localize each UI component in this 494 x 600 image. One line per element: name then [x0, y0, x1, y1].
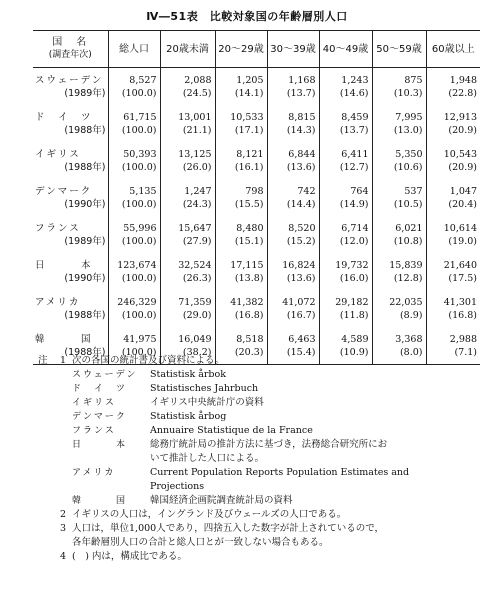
note-number: 2	[60, 509, 67, 520]
survey-year: (1988年)	[64, 309, 106, 321]
population-value: 8,121	[236, 148, 264, 160]
percent-value: (100.0)	[121, 198, 157, 210]
value-cell	[426, 105, 480, 142]
country-name: イギリス	[35, 148, 81, 160]
population-value: 12,913	[443, 111, 477, 123]
source-country: ド イ ツ	[72, 384, 128, 394]
population-value: 10,533	[230, 111, 264, 123]
percent-value: (17.5)	[448, 272, 477, 284]
percent-value: (13.6)	[286, 161, 316, 173]
population-value: 1,243	[341, 74, 369, 86]
population-value: 1,247	[184, 185, 212, 197]
note-4	[38, 550, 484, 564]
percent-value: (13.7)	[339, 124, 369, 136]
percent-value: (29.0)	[182, 309, 212, 321]
value-cell	[267, 290, 319, 327]
percent-value: (17.1)	[234, 124, 264, 136]
source-text: イギリス中央統計庁の資料	[150, 397, 264, 408]
population-value: 10,543	[443, 148, 477, 160]
header-col: 30～39歳	[267, 31, 319, 68]
percent-value: (100.0)	[121, 309, 157, 321]
population-value: 6,021	[395, 222, 423, 234]
population-value: 15,647	[178, 222, 212, 234]
header-country-label: 国 名	[52, 37, 89, 48]
value-cell	[108, 253, 160, 290]
source-text: いて推計した人口による。	[150, 453, 265, 464]
value-cell	[160, 105, 215, 142]
population-table	[33, 30, 480, 365]
country-name: スウェーデン	[35, 74, 104, 86]
population-value: 16,824	[282, 259, 316, 271]
value-cell	[215, 290, 267, 327]
value-cell	[160, 216, 215, 253]
value-cell	[319, 216, 372, 253]
note-3	[38, 522, 484, 536]
percent-value: (20.3)	[234, 346, 264, 358]
percent-value: (15.4)	[286, 346, 316, 358]
population-value: 798	[245, 185, 264, 197]
value-cell	[160, 179, 215, 216]
note-text: 次の各国の統計書及び資料による。	[72, 355, 225, 366]
header-col: 総人口	[108, 31, 160, 68]
note-number: 4	[60, 551, 67, 562]
value-cell	[215, 179, 267, 216]
population-value: 8,527	[129, 74, 157, 86]
source-text: Current Population Reports Population Estimates and	[150, 467, 410, 478]
percent-value: (38.2)	[182, 346, 212, 358]
value-cell	[426, 216, 480, 253]
country-name: フランス	[35, 222, 81, 234]
percent-value: (12.8)	[393, 272, 423, 284]
population-value: 19,732	[335, 259, 369, 271]
percent-value: (22.8)	[448, 87, 477, 99]
value-cell	[215, 253, 267, 290]
value-cell	[319, 68, 372, 106]
population-value: 22,035	[389, 296, 423, 308]
value-cell	[426, 290, 480, 327]
header-year-label: (調査年次)	[48, 50, 92, 60]
source-country: 日 本	[72, 440, 128, 450]
source-item	[38, 466, 484, 480]
percent-value: (10.8)	[393, 235, 423, 247]
population-value: 6,844	[288, 148, 316, 160]
header-col: 20歳未満	[160, 31, 215, 68]
value-cell	[426, 142, 480, 179]
percent-value: (7.1)	[454, 346, 477, 358]
population-value: 6,714	[341, 222, 369, 234]
population-value: 875	[404, 74, 423, 86]
value-cell	[267, 216, 319, 253]
note-number: 3	[60, 523, 67, 534]
percent-value: (100.0)	[121, 346, 157, 358]
country-name: ド イ ツ	[35, 111, 93, 123]
survey-year: (1988年)	[64, 124, 106, 136]
value-cell	[372, 68, 426, 106]
population-value: 1,047	[449, 185, 477, 197]
source-item	[38, 382, 484, 396]
value-cell	[267, 142, 319, 179]
percent-value: (8.0)	[399, 346, 423, 358]
value-cell	[215, 105, 267, 142]
population-value: 6,463	[288, 333, 316, 345]
note-text: 各年齢層別人口の合計と総人口とが一致しない場合もある。	[72, 537, 329, 548]
population-value: 8,459	[341, 111, 369, 123]
value-cell	[267, 253, 319, 290]
survey-year: (1988年)	[64, 346, 106, 358]
value-cell	[160, 142, 215, 179]
country-cell	[33, 290, 108, 327]
population-value: 742	[297, 185, 316, 197]
header-col: 50～59歳	[372, 31, 426, 68]
percent-value: (14.3)	[286, 124, 316, 136]
population-value: 7,995	[395, 111, 423, 123]
percent-value: (14.4)	[286, 198, 316, 210]
value-cell	[160, 290, 215, 327]
table-row	[33, 216, 480, 253]
note-2	[38, 508, 484, 522]
source-item	[38, 424, 484, 438]
country-name: デンマーク	[35, 185, 93, 197]
population-value: 29,182	[335, 296, 369, 308]
percent-value: (12.7)	[339, 161, 369, 173]
population-value: 41,382	[230, 296, 264, 308]
country-cell	[33, 105, 108, 142]
population-value: 32,524	[178, 259, 212, 271]
country-cell	[33, 253, 108, 290]
source-item	[38, 396, 484, 410]
source-country: アメリカ	[72, 468, 116, 478]
percent-value: (8.9)	[399, 309, 423, 321]
source-item	[38, 494, 484, 508]
population-value: 2,088	[184, 74, 212, 86]
population-value: 61,715	[123, 111, 157, 123]
population-value: 246,329	[117, 296, 157, 308]
value-cell	[108, 105, 160, 142]
table-row	[33, 290, 480, 327]
value-cell	[267, 179, 319, 216]
percent-value: (19.0)	[448, 235, 477, 247]
population-value: 41,072	[282, 296, 316, 308]
value-cell	[372, 253, 426, 290]
source-country: 韓 国	[72, 496, 128, 506]
population-value: 1,205	[236, 74, 264, 86]
note-text: イギリスの人口は，イングランド及びウェールズの人口である。	[72, 509, 347, 520]
country-name: アメリカ	[35, 296, 81, 308]
country-name: 韓 国	[35, 333, 93, 345]
survey-year: (1990年)	[64, 198, 106, 210]
percent-value: (100.0)	[121, 124, 157, 136]
source-country	[72, 480, 150, 494]
source-text: 韓国経済企画院調査統計局の資料	[150, 495, 293, 506]
source-text: Projections	[150, 481, 205, 492]
population-value: 4,589	[341, 333, 369, 345]
percent-value: (13.7)	[286, 87, 316, 99]
value-cell	[160, 68, 215, 106]
value-cell	[267, 105, 319, 142]
value-cell	[372, 216, 426, 253]
value-cell	[108, 290, 160, 327]
population-value: 6,411	[341, 148, 369, 160]
country-cell	[33, 68, 108, 106]
population-value: 50,393	[123, 148, 157, 160]
population-value: 8,815	[288, 111, 316, 123]
country-cell	[33, 179, 108, 216]
header-col: 20～29歳	[215, 31, 267, 68]
source-country	[72, 452, 150, 466]
table-row	[33, 68, 480, 106]
population-value: 2,988	[449, 333, 477, 345]
source-text: 総務庁統計局の推計方法に基づき，法務総合研究所にお	[150, 439, 388, 450]
percent-value: (13.0)	[393, 124, 423, 136]
table-title: Ⅳ―51表 比較対象国の年齢層別人口	[146, 10, 348, 23]
survey-year: (1989年)	[64, 87, 106, 99]
percent-value: (13.8)	[234, 272, 264, 284]
population-value: 21,640	[443, 259, 477, 271]
country-cell	[33, 216, 108, 253]
percent-value: (10.5)	[393, 198, 423, 210]
population-value: 123,674	[117, 259, 157, 271]
population-value: 5,135	[129, 185, 157, 197]
percent-value: (15.5)	[234, 198, 264, 210]
percent-value: (16.0)	[339, 272, 369, 284]
value-cell	[215, 216, 267, 253]
percent-value: (12.0)	[339, 235, 369, 247]
table-row	[33, 142, 480, 179]
header-col: 60歳以上	[426, 31, 480, 68]
source-text: Statistisk årbog	[150, 411, 227, 422]
source-country: スウェーデン	[72, 370, 138, 380]
notes-section	[38, 354, 484, 564]
percent-value: (10.9)	[339, 346, 369, 358]
source-country: フランス	[72, 426, 116, 436]
source-country: デンマーク	[72, 412, 127, 422]
population-value: 1,168	[288, 74, 316, 86]
source-item	[38, 368, 484, 382]
source-item	[38, 410, 484, 424]
percent-value: (10.3)	[393, 87, 423, 99]
value-cell	[319, 142, 372, 179]
population-value: 8,518	[236, 333, 264, 345]
percent-value: (13.6)	[286, 272, 316, 284]
percent-value: (100.0)	[121, 87, 157, 99]
value-cell	[426, 253, 480, 290]
source-item	[38, 480, 484, 494]
population-value: 55,996	[123, 222, 157, 234]
value-cell	[215, 68, 267, 106]
header-country	[33, 31, 108, 68]
survey-year: (1989年)	[64, 235, 106, 247]
source-text: Statistisches Jahrbuch	[150, 383, 259, 394]
note-1	[38, 354, 484, 368]
percent-value: (16.1)	[234, 161, 264, 173]
percent-value: (21.1)	[182, 124, 212, 136]
value-cell	[108, 216, 160, 253]
header-row	[33, 31, 480, 68]
percent-value: (100.0)	[121, 272, 157, 284]
note-3-cont	[38, 536, 484, 550]
population-value: 15,839	[389, 259, 423, 271]
population-value: 71,359	[178, 296, 212, 308]
notes-label: 注	[38, 355, 48, 366]
percent-value: (26.3)	[182, 272, 212, 284]
value-cell	[426, 179, 480, 216]
value-cell	[319, 179, 372, 216]
value-cell	[372, 105, 426, 142]
value-cell	[319, 290, 372, 327]
percent-value: (16.8)	[234, 309, 264, 321]
table-row	[33, 253, 480, 290]
percent-value: (11.8)	[339, 309, 369, 321]
population-value: 5,350	[395, 148, 423, 160]
value-cell	[215, 142, 267, 179]
percent-value: (14.6)	[339, 87, 369, 99]
value-cell	[267, 68, 319, 106]
population-value: 10,614	[443, 222, 477, 234]
percent-value: (20.9)	[448, 161, 477, 173]
value-cell	[372, 142, 426, 179]
value-cell	[319, 253, 372, 290]
percent-value: (24.5)	[182, 87, 212, 99]
population-value: 41,975	[123, 333, 157, 345]
survey-year: (1988年)	[64, 161, 106, 173]
population-value: 1,948	[449, 74, 477, 86]
percent-value: (16.7)	[286, 309, 316, 321]
percent-value: (100.0)	[121, 235, 157, 247]
percent-value: (100.0)	[121, 161, 157, 173]
source-text: Annuaire Statistique de la France	[150, 425, 313, 436]
percent-value: (15.2)	[286, 235, 316, 247]
note-text: 人口は，単位1,000人であり，四捨五入した数字が計上されているので，	[72, 523, 385, 534]
population-value: 3,368	[395, 333, 423, 345]
source-country: イギリス	[72, 398, 116, 408]
value-cell	[372, 179, 426, 216]
percent-value: (14.9)	[339, 198, 369, 210]
note-number: 1	[60, 355, 67, 366]
population-value: 16,049	[178, 333, 212, 345]
value-cell	[108, 142, 160, 179]
percent-value: (20.9)	[448, 124, 477, 136]
population-value: 13,125	[178, 148, 212, 160]
value-cell	[426, 68, 480, 106]
country-cell	[33, 142, 108, 179]
source-text: Statistisk årbok	[150, 369, 226, 380]
population-value: 8,520	[288, 222, 316, 234]
value-cell	[108, 68, 160, 106]
population-value: 764	[350, 185, 369, 197]
note-text: ( ) 内は，構成比である。	[72, 551, 187, 562]
percent-value: (27.9)	[182, 235, 212, 247]
percent-value: (20.4)	[448, 198, 477, 210]
percent-value: (15.1)	[234, 235, 264, 247]
population-value: 537	[404, 185, 423, 197]
table-row	[33, 105, 480, 142]
country-name: 日 本	[35, 259, 93, 271]
population-value: 17,115	[230, 259, 264, 271]
header-col: 40～49歳	[319, 31, 372, 68]
population-value: 41,301	[443, 296, 477, 308]
survey-year: (1990年)	[64, 272, 106, 284]
population-value: 13,001	[178, 111, 212, 123]
percent-value: (14.1)	[234, 87, 264, 99]
percent-value: (26.0)	[182, 161, 212, 173]
value-cell	[160, 253, 215, 290]
value-cell	[319, 105, 372, 142]
value-cell	[108, 179, 160, 216]
percent-value: (10.6)	[393, 161, 423, 173]
percent-value: (24.3)	[182, 198, 212, 210]
source-list	[38, 368, 484, 508]
percent-value: (16.8)	[448, 309, 477, 321]
source-item	[38, 438, 484, 452]
population-value: 8,480	[236, 222, 264, 234]
table-row	[33, 179, 480, 216]
value-cell	[372, 290, 426, 327]
source-item	[38, 452, 484, 466]
